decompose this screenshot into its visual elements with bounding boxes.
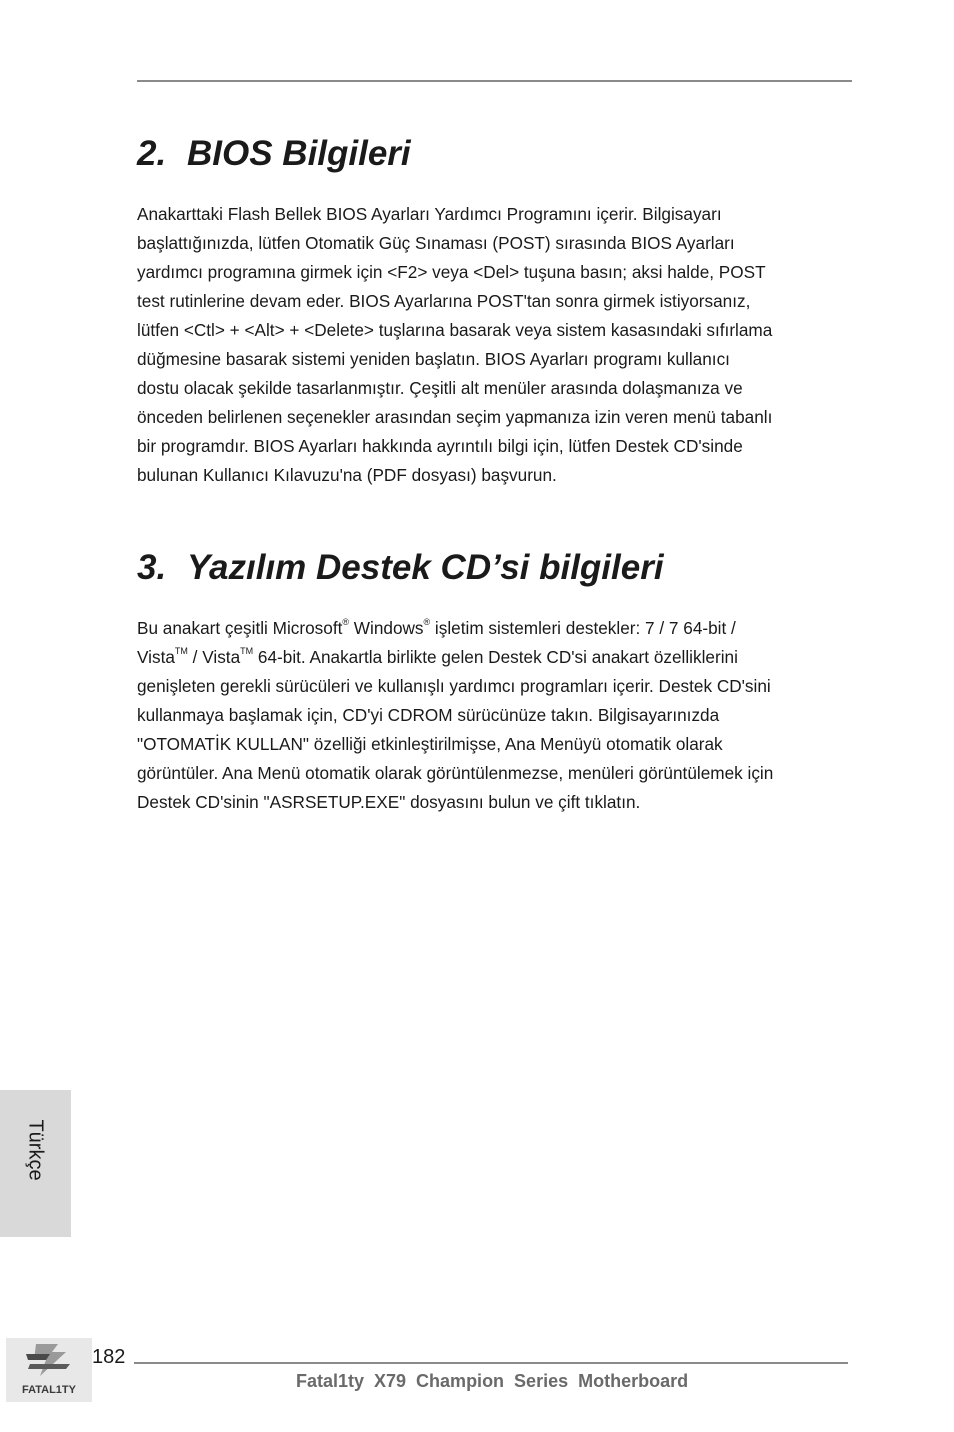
body-line: kullanmaya başlamak için, CD'yi CDROM sürücünüze takın. Bilgisayarınızda xyxy=(137,705,720,725)
header-rule xyxy=(137,80,852,82)
body-line: lütfen <Ctl> + <Alt> + <Delete> tuşlarına basarak veya sistem kasasındaki sıfırlama xyxy=(137,320,773,340)
body-line: genişleten gerekli sürücüleri ve kullanışlı yardımcı programları içerir. Destek CD'sini xyxy=(137,676,771,696)
body-line: yardımcı programına girmek için <F2> veya <Del> tuşuna basın; aksi halde, POST xyxy=(137,262,766,282)
language-label: Türkçe xyxy=(24,1119,47,1181)
body-line xyxy=(137,643,852,672)
text-run: / Vista xyxy=(187,647,241,667)
text-run: Vista xyxy=(137,647,175,667)
section-3-body xyxy=(137,614,852,817)
footer-product-title: Fatal1ty X79 Champion Series Motherboard xyxy=(296,1371,689,1391)
trademark-mark: TM xyxy=(240,646,254,657)
section-2-number: 2. xyxy=(137,134,167,173)
body-line: düğmesine basarak sistemi yeniden başlatın. BIOS Ayarları programı kullanıcı xyxy=(137,349,730,369)
section-3-heading xyxy=(137,548,664,588)
section-2-heading xyxy=(137,134,411,174)
text-run: Windows xyxy=(349,618,424,638)
body-line: test rutinlerine devam eder. BIOS Ayarlarına POST'tan sonra girmek istiyorsanız, xyxy=(137,291,751,311)
registered-mark: ® xyxy=(342,617,350,628)
section-3-title: Yazılım Destek CD’si bilgileri xyxy=(187,548,664,587)
body-line: önceden belirlenen seçenekler arasından seçim yapmanıza izin veren menü tabanlı xyxy=(137,407,773,427)
text-run: işletim sistemleri destekler: 7 / 7 64-bit / xyxy=(430,618,736,638)
fatal1ty-logo-icon xyxy=(6,1338,92,1402)
body-line: Anakarttaki Flash Bellek BIOS Ayarları Yardımcı Programını içerir. Bilgisayarı xyxy=(137,204,722,224)
body-line: başlattığınızda, lütfen Otomatik Güç Sınaması (POST) sırasında BIOS Ayarları xyxy=(137,233,735,253)
body-line: "OTOMATİK KULLAN" özelliği etkinleştirilmişse, Ana Menüyü otomatik olarak xyxy=(137,734,723,754)
logo-wordmark: FATAL1TY xyxy=(22,1384,76,1396)
section-3-number: 3. xyxy=(137,548,167,587)
footer-rule xyxy=(134,1362,848,1364)
section-2-body xyxy=(137,200,852,490)
text-run: 64-bit. Anakartla birlikte gelen Destek CD'si anakart özelliklerini xyxy=(253,647,738,667)
body-line: bulunan Kullanıcı Kılavuzu'na (PDF dosyası) başvurun. xyxy=(137,465,557,485)
body-line xyxy=(137,614,852,643)
body-line: görüntüler. Ana Menü otomatik olarak görüntülenmezse, menüleri görüntülemek için xyxy=(137,763,774,783)
body-line: dostu olacak şekilde tasarlanmıştır. Çeşitli alt menüler arasında dolaşmanıza ve xyxy=(137,378,743,398)
body-line: bir programdır. BIOS Ayarları hakkında ayrıntılı bilgi için, lütfen Destek CD'sinde xyxy=(137,436,743,456)
body-line: Destek CD'sinin "ASRSETUP.EXE" dosyasını bulun ve çift tıklatın. xyxy=(137,792,641,812)
text-run: Bu anakart çeşitli Microsoft xyxy=(137,618,343,638)
registered-mark: ® xyxy=(423,617,431,628)
section-2-title: BIOS Bilgileri xyxy=(187,134,411,173)
trademark-mark: TM xyxy=(174,646,188,657)
page-number: 182 xyxy=(92,1346,126,1368)
